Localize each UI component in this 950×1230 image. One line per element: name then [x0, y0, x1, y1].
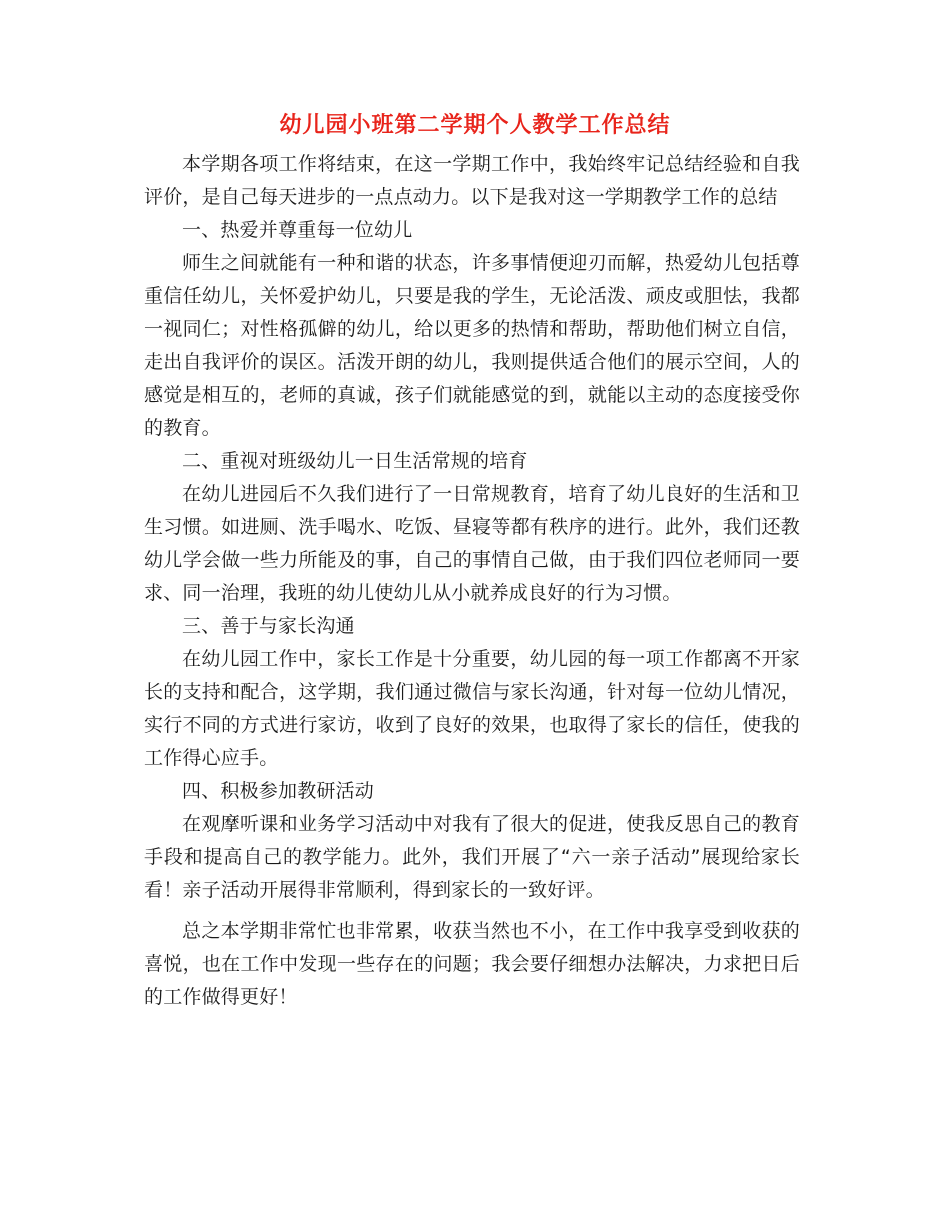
intro-paragraph: 本学期各项工作将结束，在这一学期工作中，我始终牢记总结经验和自我评价，是自己每天进步的一点点动力。以下是我对这一学期教学工作的总结 [144, 153, 800, 208]
section-paragraph-2: 在幼儿进园后不久我们进行了一日常规教育，培育了幼儿良好的生活和卫生习惯。如进厕、洗手喝水、吃饭、昼寝等都有秩序的进行。此外，我们还教幼儿学会做一些力所能及的事，自己的事情自己做，由于我们四位老师同一要求、同一治理，我班的幼儿使幼儿从小就养成良好的行为习惯。 [144, 483, 800, 604]
document-title: 幼儿园小班第二学期个人教学工作总结 [279, 113, 671, 138]
conclusion-paragraph: 总之本学期非常忙也非常累，收获当然也不小，在工作中我享受到收获的喜悦，也在工作中发现一些存在的问题；我会要仔细想办法解决，力求把日后的工作做得更好！ [144, 920, 800, 1008]
section-paragraph-3: 在幼儿园工作中，家长工作是十分重要，幼儿园的每一项工作都离不开家长的支持和配合，这学期，我们通过微信与家长沟通，针对每一位幼儿情况，实行不同的方式进行家访，收到了良好的效果，也取得了家长的信任，使我的工作得心应手。 [144, 648, 800, 769]
paragraph-gap [144, 907, 800, 915]
section-heading-2: 二、重视对班级幼儿一日生活常规的培育 [182, 450, 528, 472]
section-heading-4: 四、积极参加教研活动 [182, 780, 375, 802]
section-paragraph-1: 师生之间就能有一种和谐的状态，许多事情便迎刃而解，热爱幼儿包括尊重信任幼儿，关怀爱护幼儿，只要是我的学生，无论活泼、顽皮或胆怯，我都一视同仁；对性格孤僻的幼儿，给以更多的热情和帮助，帮助他们树立自信，走出自我评价的误区。活泼开朗的幼儿，我则提供适合他们的展示空间，人的感觉是相互的，老师的真诚，孩子们就能感觉的到，就能以主动的态度接受你的教育。 [144, 252, 800, 439]
document-body [144, 148, 800, 1014]
section-heading-1: 一、热爱并尊重每一位幼儿 [182, 219, 413, 241]
section-paragraph-4: 在观摩听课和业务学习活动中对我有了很大的促进，使我反思自己的教育手段和提高自己的教学能力。此外，我们开展了“六一亲子活动”展现给家长看！亲子活动开展得非常顺利，得到家长的一致好评。 [144, 813, 800, 901]
section-heading-3: 三、善于与家长沟通 [182, 615, 355, 637]
